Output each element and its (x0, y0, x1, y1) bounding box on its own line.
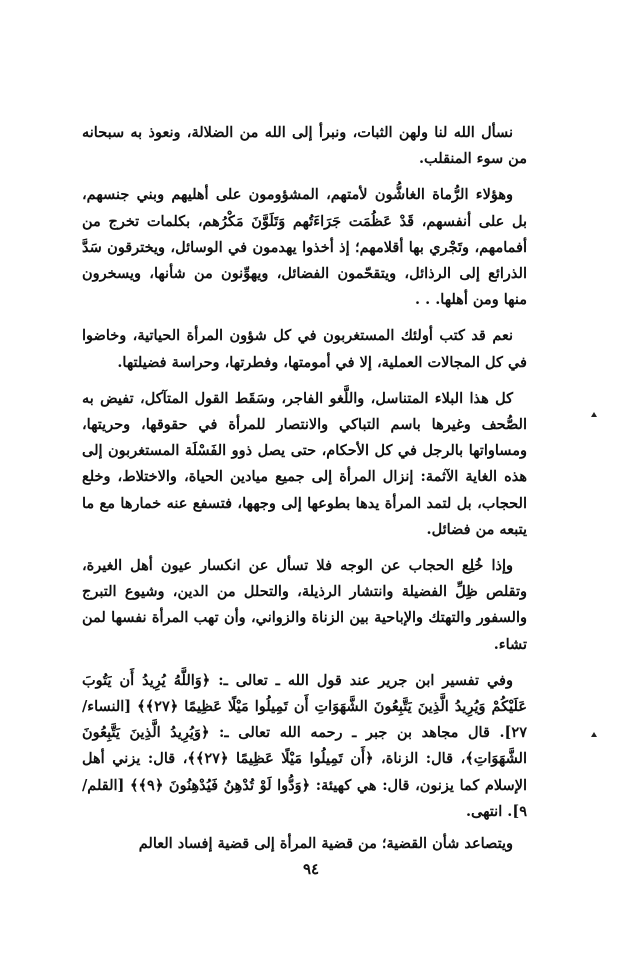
body-text (82, 120, 527, 867)
paragraph-5: وإذا خُلِع الحجاب عن الوجه فلا تسأل عن انكسار عيون أهل الغيرة، وتقلص ظِلِّ الفضيلة وانتشار الرذيلة، والتحلل من الدين، وشيوع التبرج والسفور والتهتك والإباحية بين الزناة والزواني، وأن تهب المرأة نفسها لمن تشاء. (82, 557, 527, 653)
paragraph-2: وهؤلاء الرُّماة الغاشُّون لأمتهم، المشؤومون على أهليهم وبني جنسهم، بل على أنفسهم، قَدْ عَظُمَت جَرَاءَتُهم وَتَلَوَّنَ مَكْرُهم، بكلمات تخرج من أفمامهم، وتَجْري بها أقلامهم؛ إذ أخذوا يهدمون في الوسائل، ويخترقون سَدَّ الذرائع إلى الرذائل، ويتقحّمون الفضائل، ويهوِّنون من شأنها، ويسخرون منها ومن أهلها. . . (82, 186, 527, 309)
page-number: ٩٤ (302, 860, 320, 878)
paragraph-4: كل هذا البلاء المتناسل، واللَّغو الفاجر، وسَقَط القول المتآكل، تفيض به الصُّحف وغيرها باسم التباكي والانتصار للمرأة في حقوقها، وحريتها، ومساواتها بالرجل في كل الأحكام، حتى يصل ذوو الفَسْلَة المستغربون إلى هذه الغاية الآثمة: إنزال المرأة إلى جميع ميادين الحياة، والاختلاط، وخلع الحجاب، بل لتمد المرأة يدها بطوعها إلى وجهها، فتسفع عنه خمارها مع ما يتبعه من فضائل. (82, 389, 527, 538)
paragraph-1: نسأل الله لنا ولهن الثبات، ونبرأ إلى الله من الضلالة، ونعوذ به سبحانه من سوء المنقلب. (82, 124, 527, 168)
margin-marker (591, 412, 597, 417)
paragraph-6: وفي تفسير ابن جرير عند قول الله ـ تعالى ـ: ﴿وَاللَّهُ يُرِيدُ أَن يَتُوبَ عَلَيْكُمْ وَيُرِيدُ الَّذِينَ يَتَّبِعُونَ الشَّهَوَاتِ أَن تَمِيلُوا مَيْلًا عَظِيمًا ﴿٢٧﴾﴾ [النساء/ ٢٧]. قال مجاهد بن جبر ـ رحمه الله تعالى ـ: ﴿وَيُرِيدُ الَّذِينَ يَتَّبِعُونَ الشَّهَوَاتِ﴾، قال: الزناة، ﴿أَن تَمِيلُوا مَيْلًا عَظِيمًا ﴿٢٧﴾﴾، قال: يزني أهل الإسلام كما يزنون، قال: هي كهيئة: ﴿وَدُّوا لَوْ تُدْهِنُ فَيُدْهِنُونَ ﴿٩﴾﴾ [القلم/ ٩]. انتهى. (82, 671, 527, 820)
margin-marker (591, 732, 597, 737)
paragraph-7: ويتصاعد شأن القضية؛ من قضية المرأة إلى قضية إفساد العالم (138, 835, 513, 853)
paragraph-3: نعم قد كتب أولئك المستغربون في كل شؤون المرأة الحياتية، وخاضوا في كل المجالات العملية، إلا في أمومتها، وفطرتها، وحراسة فضيلتها. (82, 327, 527, 371)
